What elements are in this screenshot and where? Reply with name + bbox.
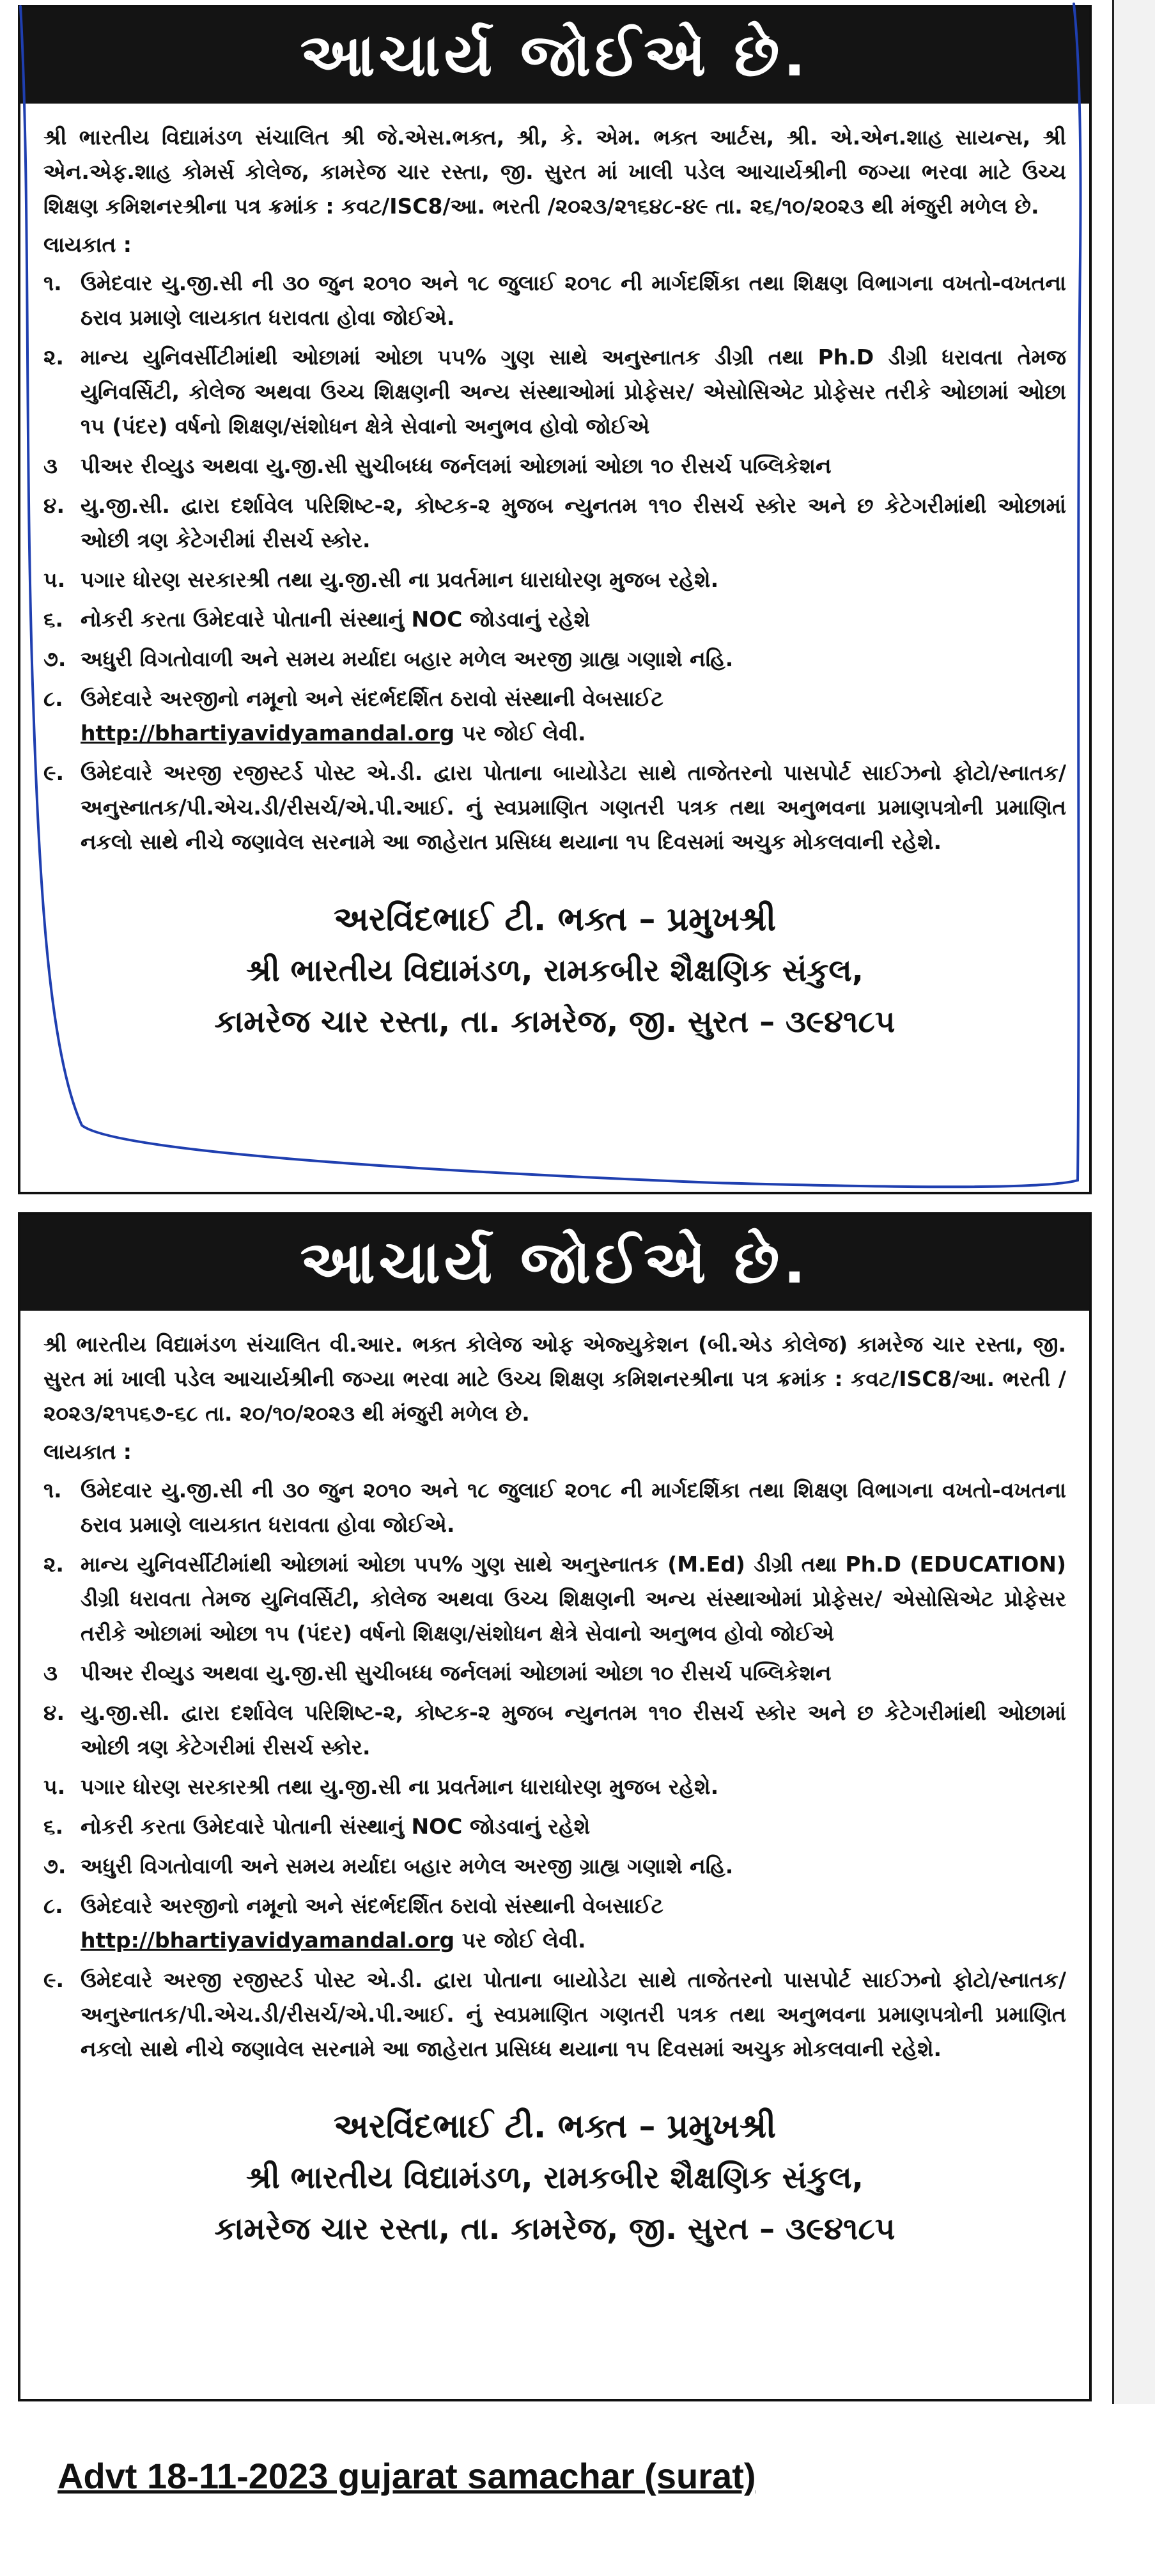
advertisement-caption: Advt 18-11-2023 gujarat samachar (surat) bbox=[58, 2456, 756, 2496]
list-item: ૫. પગાર ધોરણ સરકારશ્રી તથા યુ.જી.સી ના પ્રવર્તમાન ધારાધોરણ મુજબ રહેશે. bbox=[43, 567, 719, 592]
list-item: ૨. માન્ય યુનિવર્સીટીમાંથી ઓછામાં ઓછા ૫૫% ગુણ સાથે અનુસ્નાતક (M.Ed) ડીગ્રી તથા Ph.D (EDUCATION) ડીગ્રી ધરાવતા તેમજ યુનિવર્સિટી, કોલેજ અથવા ઉચ્ચ શિક્ષણની અન્ય સંસ્થાઓમાં પ્રોફેસર/ એસોસિએટ પ્રોફેસર તરીકે ઓછામાં ઓછા ૧૫ (પંદર) વર્ષનો શિક્ષણ/સંશોધન ક્ષેત્રે સેવાનો અનુભવ હોવો જોઈએ bbox=[43, 1552, 1066, 1646]
qualification-label: લાયકાત : bbox=[43, 232, 132, 257]
signature-block bbox=[43, 894, 1066, 1047]
list-item: ૫. પગાર ધોરણ સરકારશ્રી તથા યુ.જી.સી ના પ્રવર્તમાન ધારાધોરણ મુજબ રહેશે. bbox=[43, 1774, 719, 1799]
signature-block bbox=[43, 2101, 1066, 2254]
ad-title: આચાર્ય જોઈએ છે. bbox=[20, 8, 1089, 104]
signatory-name: અરવિંદભાઈ ટી. ભક્ત – પ્રમુખશ્રી bbox=[333, 2107, 777, 2146]
website-link[interactable]: http://bhartiyavidyamandal.org bbox=[81, 721, 455, 745]
ad-intro: શ્રી ભારતીય વિદ્યામંડળ સંચાલિત વી.આર. ભક્ત કોલેજ ઓફ એજ્યુકેશન (બી.એડ કોલેજ) કામરેજ ચાર રસ્તા, જી. સુરત માં ખાલી પડેલ આચાર્યશ્રીની જગ્યા ભરવા માટે ઉચ્ચ શિક્ષણ કમિશનરશ્રીના પત્ર ક્રમાંક : કવટ/ISC8/આ. ભરતી /૨૦૨૩/૨૧૫૬૭-૬૮ તા. ૨૦/૧૦/૨૦૨૩ થી મંજુરી મળેલ છે. bbox=[43, 1332, 1066, 1426]
list-item: ૨. માન્ય યુનિવર્સીટીમાંથી ઓછામાં ઓછા ૫૫% ગુણ સાથે અનુસ્નાતક ડીગ્રી તથા Ph.D ડીગ્રી ધરાવતા તેમજ યુનિવર્સિટી, કોલેજ અથવા ઉચ્ચ શિક્ષણની અન્ય સંસ્થાઓમાં પ્રોફેસર/ એસોસિએટ પ્રોફેસર તરીકે ઓછામાં ઓછા ૧૫ (પંદર) વર્ષનો શિક્ષણ/સંશોધન ક્ષેત્રે સેવાનો અનુભવ હોવો જોઈએ bbox=[43, 345, 1066, 439]
list-item: ૬. નોકરી કરતા ઉમેદવારે પોતાની સંસ્થાનું NOC જોડવાનું રહેશે bbox=[43, 607, 591, 632]
list-item: ૮. ઉમેદવારે અરજીનો નમૂનો અને સંદર્ભદર્શિત ઠરાવો સંસ્થાની વેબસાઈટ http://bhartiyavidyamandal.org પર જોઈ લેવી. bbox=[43, 1893, 663, 1953]
list-item: ૯. ઉમેદવારે અરજી રજીસ્ટર્ડ પોસ્ટ એ.ડી. દ્વારા પોતાના બાયોડેટા સાથે તાજેતરનો પાસપોર્ટ સાઈઝનો ફોટો/સ્નાતક/અનુસ્નાતક/પી.એચ.ડી/રીસર્ચ/એ.પી.આઈ. નું સ્વપ્રમાણિત ગણતરી પત્રક તથા અનુભવના પ્રમાણપત્રોની પ્રમાણિત નકલો સાથે નીચે જણાવેલ સરનામે આ જાહેરાત પ્રસિધ્ધ થયાના ૧૫ દિવસમાં અચુક મોકલવાની રહેશે. bbox=[43, 1967, 1066, 2061]
address-line-2: કામરેજ ચાર રસ્તા, તા. કામરેજ, જી. સુરત – ૩૯૪૧૮૫ bbox=[214, 2211, 895, 2247]
list-item: ૮. ઉમેદવારે અરજીનો નમૂનો અને સંદર્ભદર્શિત ઠરાવો સંસ્થાની વેબસાઈટ http://bhartiyavidyamandal.org પર જોઈ લેવી. bbox=[43, 686, 663, 745]
website-link[interactable]: http://bhartiyavidyamandal.org bbox=[81, 1928, 455, 1953]
ad-body bbox=[20, 104, 1089, 1047]
list-item: ૩ પીઅર રીવ્યુડ અથવા યુ.જી.સી સુચીબધ્ધ જર્નલમાં ઓછામાં ઓછા ૧૦ રીસર્ચ પબ્લિકેશન bbox=[43, 1660, 832, 1685]
list-item: ૩ પીઅર રીવ્યુડ અથવા યુ.જી.સી સુચીબધ્ધ જર્નલમાં ઓછામાં ઓછા ૧૦ રીસર્ચ પબ્લિકેશન bbox=[43, 453, 832, 478]
ad-intro: શ્રી ભારતીય વિદ્યામંડળ સંચાલિત શ્રી જે.એસ.ભક્ત, શ્રી, કે. એમ. ભક્ત આર્ટસ, શ્રી. એ.એન.શાહ સાયન્સ, શ્રી એન.એફ.શાહ કોમર્સ કોલેજ, કામરેજ ચાર રસ્તા, જી. સુરત માં ખાલી પડેલ આચાર્યશ્રીની જગ્યા ભરવા માટે ઉચ્ચ શિક્ષણ કમિશનરશ્રીના પત્ર ક્રમાંક : કવટ/ISC8/આ. ભરતી /૨૦૨૩/૨૧૬૪૮-૪૯ તા. ૨૬/૧૦/૨૦૨૩ થી મંજુરી મળેલ છે. bbox=[43, 125, 1066, 219]
address-line-1: શ્રી ભારતીય વિદ્યામંડળ, રામકબીર શૈક્ષણિક સંકુલ, bbox=[246, 953, 864, 988]
list-item: ૬. નોકરી કરતા ઉમેદવારે પોતાની સંસ્થાનું NOC જોડવાનું રહેશે bbox=[43, 1814, 591, 1839]
qualification-list bbox=[43, 266, 1066, 859]
address-line-2: કામરેજ ચાર રસ્તા, તા. કામરેજ, જી. સુરત – ૩૯૪૧૮૫ bbox=[214, 1004, 895, 1040]
address-line-1: શ્રી ભારતીય વિદ્યામંડળ, રામકબીર શૈક્ષણિક સંકુલ, bbox=[246, 2160, 864, 2196]
advertisement-principal-wanted-bed-college bbox=[18, 1212, 1092, 2401]
signatory-name: અરવિંદભાઈ ટી. ભક્ત – પ્રમુખશ્રી bbox=[333, 900, 777, 939]
list-item: ૭. અધુરી વિગતોવાળી અને સમય મર્યાદા બહાર મળેલ અરજી ગ્રાહ્ય ગણાશે નહિ. bbox=[43, 646, 734, 671]
qualification-list bbox=[43, 1473, 1066, 2066]
list-item: ૯. ઉમેદવારે અરજી રજીસ્ટર્ડ પોસ્ટ એ.ડી. દ્વારા પોતાના બાયોડેટા સાથે તાજેતરનો પાસપોર્ટ સાઈઝનો ફોટો/સ્નાતક/અનુસ્નાતક/પી.એચ.ડી/રીસર્ચ/એ.પી.આઈ. નું સ્વપ્રમાણિત ગણતરી પત્રક તથા અનુભવના પ્રમાણપત્રોની પ્રમાણિત નકલો સાથે નીચે જણાવેલ સરનામે આ જાહેરાત પ્રસિધ્ધ થયાના ૧૫ દિવસમાં અચુક મોકલવાની રહેશે. bbox=[43, 760, 1066, 854]
list-item: ૧. ઉમેદવાર યુ.જી.સી ની ૩૦ જુન ૨૦૧૦ અને ૧૮ જુલાઈ ૨૦૧૮ ની માર્ગદર્શિકા તથા શિક્ષણ વિભાગના વખતો-વખતના ઠરાવ પ્રમાણે લાયકાત ધરાવતા હોવા જોઈએ. bbox=[43, 270, 1066, 330]
list-item: ૭. અધુરી વિગતોવાળી અને સમય મર્યાદા બહાર મળેલ અરજી ગ્રાહ્ય ગણાશે નહિ. bbox=[43, 1854, 734, 1878]
list-item: ૧. ઉમેદવાર યુ.જી.સી ની ૩૦ જુન ૨૦૧૦ અને ૧૮ જુલાઈ ૨૦૧૮ ની માર્ગદર્શિકા તથા શિક્ષણ વિભાગના વખતો-વખતના ઠરાવ પ્રમાણે લાયકાત ધરાવતા હોવા જોઈએ. bbox=[43, 1478, 1066, 1537]
qualification-label: લાયકાત : bbox=[43, 1439, 132, 1464]
list-item: ૪. યુ.જી.સી. દ્વારા દર્શાવેલ પરિશિષ્ટ-૨, કોષ્ટક-૨ મુજબ ન્યુનતમ ૧૧૦ રીસર્ચ સ્કોર અને છ કેટેગરીમાંથી ઓછામાં ઓછી ત્રણ કેટેગરીમાં રીસર્ચ સ્કોર. bbox=[43, 1700, 1066, 1760]
list-item: ૪. યુ.જી.સી. દ્વારા દર્શાવેલ પરિશિષ્ટ-૨, કોષ્ટક-૨ મુજબ ન્યુનતમ ૧૧૦ રીસર્ચ સ્કોર અને છ કેટેગરીમાંથી ઓછામાં ઓછી ત્રણ કેટેગરીમાં રીસર્ચ સ્કોર. bbox=[43, 493, 1066, 552]
adjacent-column-edge bbox=[1112, 0, 1155, 2404]
advertisement-principal-wanted-arts-science-commerce bbox=[18, 5, 1092, 1194]
ad-title: આચાર્ય જોઈએ છે. bbox=[20, 1215, 1089, 1311]
ad-body bbox=[20, 1311, 1089, 2254]
